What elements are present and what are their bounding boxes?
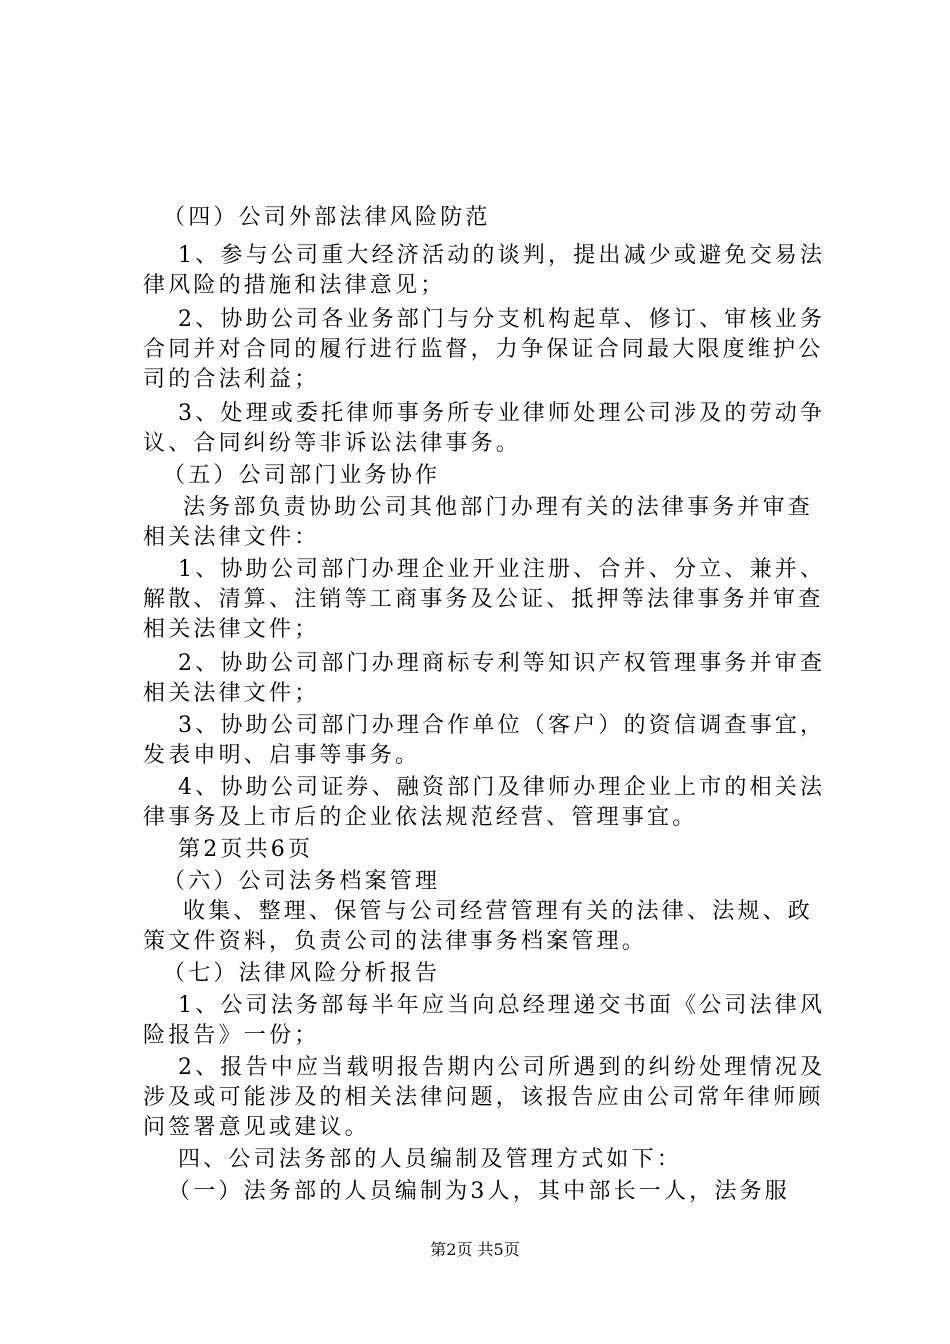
text-line: 四、公司法务部的人员编制及管理方式如下：: [178, 1147, 683, 1172]
text-line: 法务部负责协助公司其他部门办理有关的法律事务并审查: [183, 495, 814, 520]
text-line: 相关法律文件；: [143, 617, 320, 642]
text-line: 律事务及上市后的企业依法规范经营、管理事宜。: [143, 805, 698, 830]
text-line: 1、协助公司部门办理企业开业注册、合并、分立、兼并、: [178, 557, 826, 582]
text-line: 1、公司法务部每半年应当向总经理递交书面《公司法律风: [178, 993, 826, 1018]
text-line: 2、报告中应当载明报告期内公司所遇到的纠纷处理情况及: [178, 1055, 826, 1080]
text-line: 收集、整理、保管与公司经营管理有关的法律、法规、政: [183, 899, 814, 924]
text-line: 3、协助公司部门办理合作单位（客户）的资信调查事宜，: [178, 713, 826, 738]
text-line: （四）公司外部法律风险防范: [163, 205, 491, 230]
text-line: 议、合同纠纷等非诉讼法律事务。: [143, 431, 522, 456]
text-line: 涉及或可能涉及的相关法律问题，该报告应由公司常年律师顾: [143, 1085, 824, 1110]
text-line: 1、参与公司重大经济活动的谈判，提出减少或避免交易法: [178, 243, 826, 268]
text-line: 司的合法利益；: [143, 367, 320, 392]
text-line: 解散、清算、注销等工商事务及公证、抵押等法律事务并审查: [143, 587, 824, 612]
text-line: 相关法律文件：: [143, 525, 320, 550]
text-line: 2、协助公司各业务部门与分支机构起草、修订、审核业务: [178, 307, 826, 332]
text-line: 相关法律文件；: [143, 681, 320, 706]
page-footer: [0, 1240, 950, 1260]
inline-page-marker: 第2页共6页: [178, 837, 314, 862]
text-line: 2、协助公司部门办理商标专利等知识产权管理事务并审查: [178, 651, 826, 676]
page-number-label: 第2页 共5页: [430, 1240, 520, 1259]
text-line: 合同并对合同的履行进行监督，力争保证合同最大限度维护公: [143, 337, 824, 362]
text-line: 律风险的措施和法律意见；: [143, 273, 446, 298]
text-line: 4、协助公司证券、融资部门及律师办理企业上市的相关法: [178, 775, 826, 800]
text-line: 3、处理或委托律师事务所专业律师处理公司涉及的劳动争: [178, 401, 826, 426]
text-line: 险报告》一份；: [143, 1023, 320, 1048]
text-line: （七）法律风险分析报告: [163, 961, 441, 986]
text-line: （一）法务部的人员编制为3人，其中部长一人，法务服: [168, 1179, 790, 1204]
text-line: 策文件资料，负责公司的法律事务档案管理。: [143, 929, 648, 954]
text-line: 问签署意见或建议。: [143, 1115, 370, 1140]
text-line: （五）公司部门业务协作: [163, 463, 441, 488]
text-line: 发表申明、启事等事务。: [143, 743, 421, 768]
text-line: （六）公司法务档案管理: [163, 869, 441, 894]
